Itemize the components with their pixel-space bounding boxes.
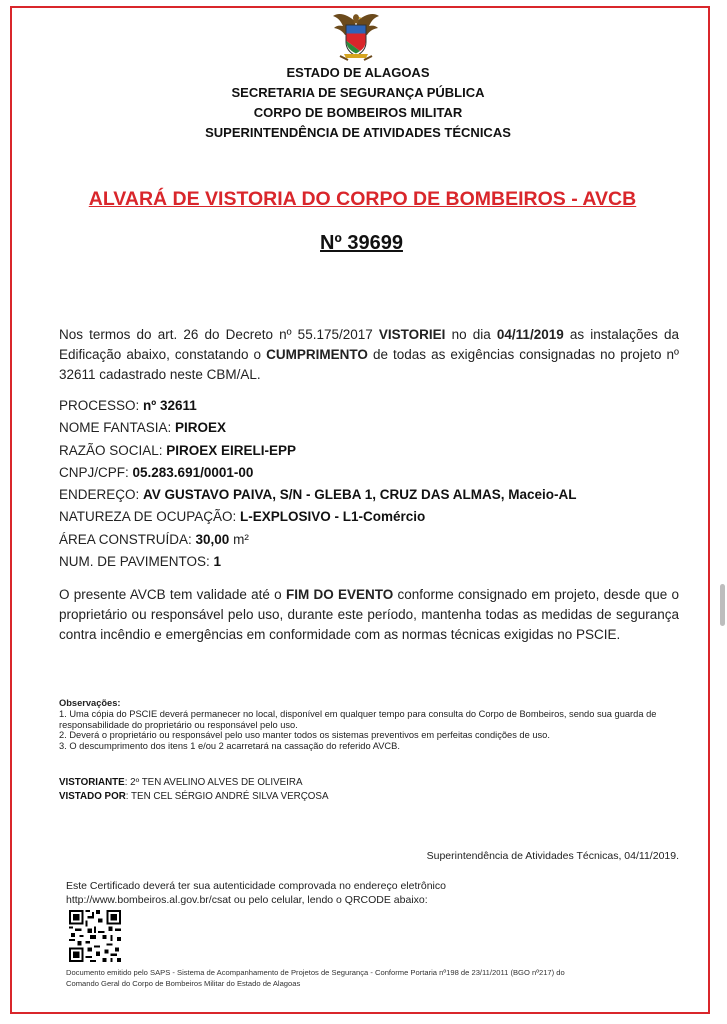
field-value: 30,00 <box>195 531 230 547</box>
verification-url[interactable]: http://www.bombeiros.al.gov.br/csat ou pelo celular, lendo o QRCODE abaixo: <box>66 894 428 906</box>
field-label: NOME FANTASIA: <box>59 420 176 436</box>
field-nome-fantasia <box>59 417 679 439</box>
document-title: ALVARÁ DE VISTORIA DO CORPO DE BOMBEIROS - AVCB <box>88 188 637 210</box>
header-corps: CORPO DE BOMBEIROS MILITAR <box>253 105 463 120</box>
footer-line: Comando Geral do Corpo de Bombeiros Militar do Estado de Alagoas <box>66 978 301 988</box>
approver-line <box>59 790 329 804</box>
qr-code-icon[interactable] <box>69 910 121 962</box>
field-value: PIROEX <box>175 420 227 436</box>
verification-line: Este Certificado deverá ter sua autenticidade comprovada no endereço eletrônico <box>66 880 446 892</box>
observations-title: Observações: <box>59 698 121 708</box>
header-superintendence: SUPERINTENDÊNCIA DE ATIVIDADES TÉCNICAS <box>205 125 511 140</box>
place-and-date: Superintendência de Atividades Técnicas, 04/11/2019. <box>426 850 679 862</box>
field-label: RAZÃO SOCIAL: <box>59 442 167 458</box>
coat-of-arms-icon <box>331 8 381 62</box>
field-natureza <box>59 506 679 528</box>
paragraph-text: conforme consignado em projeto, desde que o proprietário ou responsável pelo uso, durante este período, mantenha todas as medidas de segurança contra incêndio e emergências em conformidade com as normas técnicas exigidas no PSCIE. <box>59 587 679 642</box>
field-label: ÁREA CONSTRUÍDA: <box>59 531 196 547</box>
field-value: nº 32611 <box>143 398 197 413</box>
validity-paragraph <box>59 585 679 645</box>
paragraph-text: Nos termos do art. 26 do Decreto nº 55.175/2017 <box>59 327 379 342</box>
field-label: NUM. DE PAVIMENTOS: <box>59 554 214 570</box>
field-value: 05.283.691/0001-00 <box>132 464 254 480</box>
field-pavimentos <box>59 551 679 573</box>
paragraph-text: O presente AVCB tem validade até o <box>59 587 286 602</box>
field-unit: m² <box>229 531 249 547</box>
approver-name: : TEN CEL SÉRGIO ANDRÉ SILVA VERÇOSA <box>125 791 329 802</box>
property-details <box>59 395 679 573</box>
paragraph-text: de todas as exigências consignadas no projeto nº 32611 cadastrado neste CBM/AL. <box>59 347 679 382</box>
field-processo <box>59 395 679 417</box>
paragraph-text: as instalações da Edificação abaixo, constatando o <box>59 327 679 362</box>
observations <box>59 698 689 752</box>
inspector-name: : 2º TEN AVELINO ALVES DE OLIVEIRA <box>124 777 303 788</box>
observation-item: 1. Uma cópia do PSCIE deverá permanecer no local, disponível em qualquer tempo para consulta do Corpo de Bombeiros, sendo sua guarda de responsabilidade do proprietário ou responsável pelo uso. <box>59 708 657 730</box>
document-footer <box>66 968 686 989</box>
field-razao-social <box>59 440 679 462</box>
scrollbar-thumb[interactable] <box>720 584 725 626</box>
inspection-paragraph <box>59 325 679 385</box>
field-value: L-EXPLOSIVO - L1-Comércio <box>240 509 426 525</box>
footer-line: Documento emitido pelo SAPS - Sistema de Acompanhamento de Projetos de Segurança - Conforme Portaria nº198 de 23/11/2011 (BGO nº217) do <box>66 968 565 977</box>
field-endereco <box>59 484 679 506</box>
field-label: ENDEREÇO: <box>59 487 144 503</box>
field-value: AV GUSTAVO PAIVA, S/N - GLEBA 1, CRUZ DAS ALMAS, Maceio-AL <box>143 487 577 503</box>
paragraph-bold: VISTORIEI <box>378 327 446 342</box>
inspector-line <box>59 776 329 790</box>
observation-item: 3. O descumprimento dos itens 1 e/ou 2 acarretará na cassação do referido AVCB. <box>59 741 400 752</box>
paragraph-bold: CUMPRIMENTO <box>266 347 368 362</box>
field-label: CNPJ/CPF: <box>59 464 133 480</box>
field-label: PROCESSO: <box>59 398 144 413</box>
header-state: ESTADO DE ALAGOAS <box>286 65 430 80</box>
field-cnpj <box>59 462 679 484</box>
observation-item: 2. Deverá o proprietário ou responsável pelo uso manter todos os sistemas preventivos em perfeitas condições de uso. <box>59 730 550 741</box>
field-value: 1 <box>213 554 222 570</box>
validity-term: FIM DO EVENTO <box>285 587 394 602</box>
paragraph-text: no dia <box>445 327 497 342</box>
document-number: Nº 39699 <box>320 232 403 254</box>
inspection-date: 04/11/2019 <box>496 327 564 342</box>
field-area <box>59 529 679 551</box>
inspector-label: VISTORIANTE <box>59 777 125 788</box>
verification-note <box>66 879 626 907</box>
field-label: NATUREZA DE OCUPAÇÃO: <box>59 509 241 525</box>
header-secretariat: SECRETARIA DE SEGURANÇA PÚBLICA <box>231 85 485 100</box>
approver-label: VISTADO POR <box>59 791 126 802</box>
signatures <box>59 776 329 804</box>
field-value: PIROEX EIRELI-EPP <box>166 442 297 458</box>
institution-header <box>0 63 716 143</box>
